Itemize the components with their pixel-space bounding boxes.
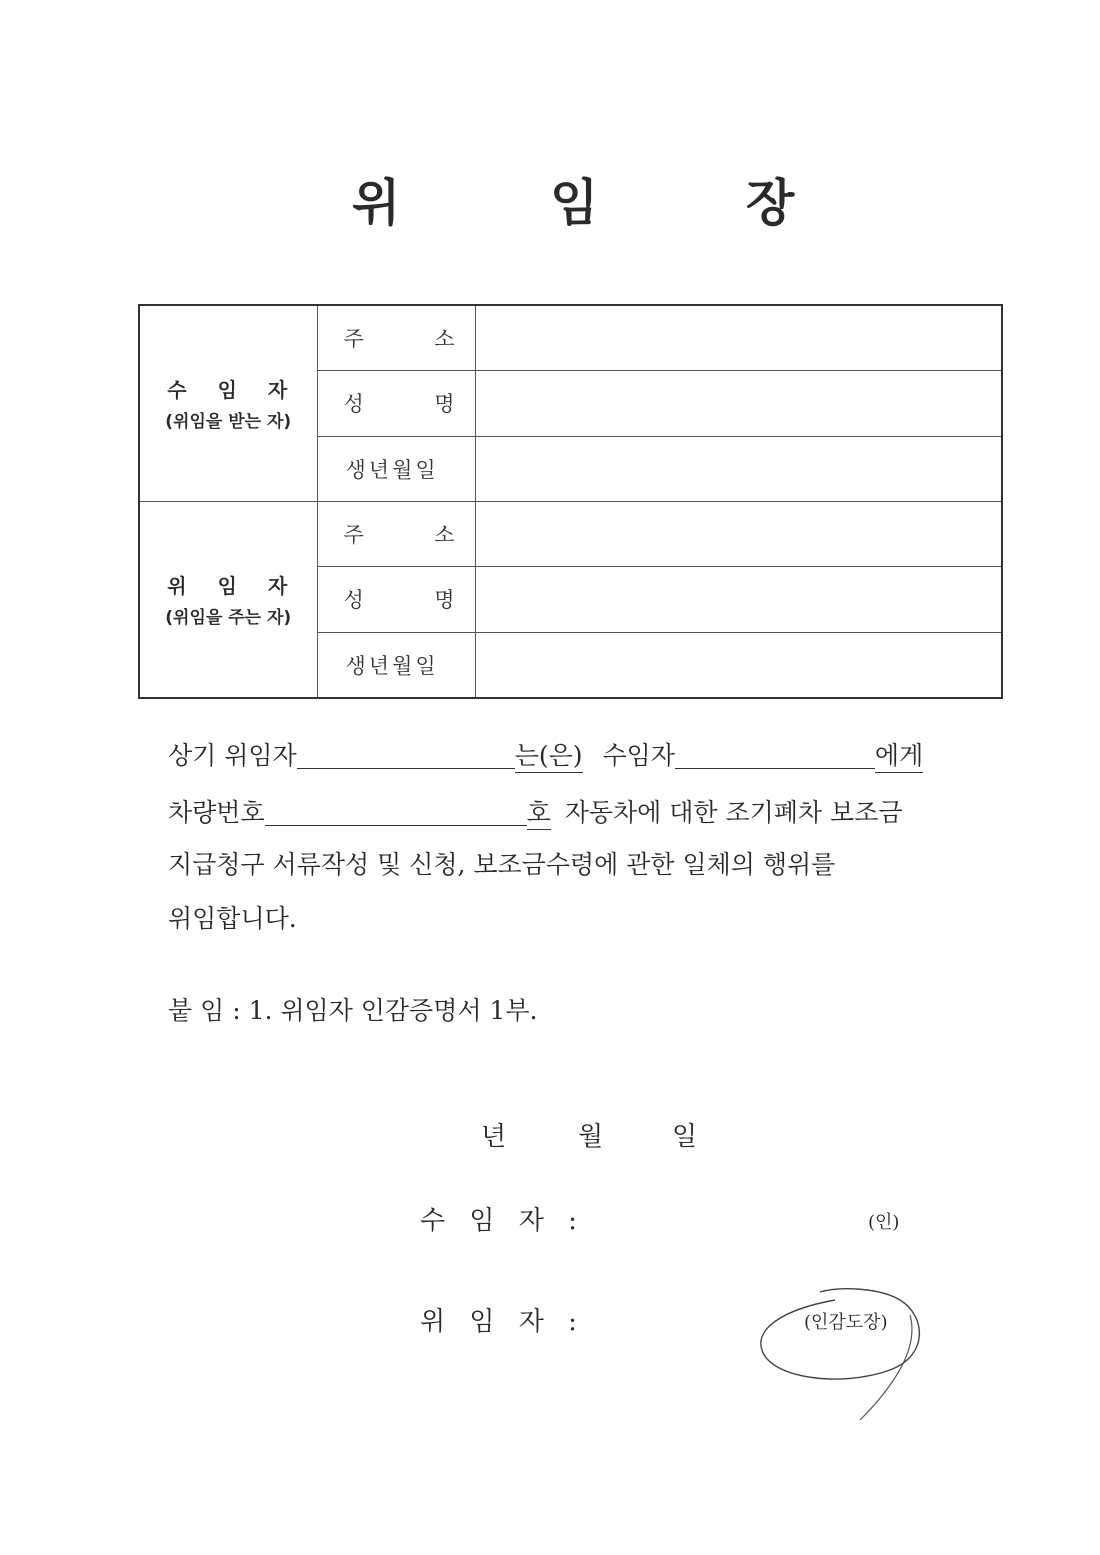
label-part: 주 <box>343 327 364 352</box>
delegator-group-cell <box>139 501 317 698</box>
date-day: 일 <box>672 1122 698 1152</box>
title-char-2: 임 <box>550 174 599 232</box>
delegator-address-label <box>317 501 475 566</box>
label-part: 생년월일 <box>345 457 439 482</box>
delegator-name-blank[interactable] <box>297 740 515 769</box>
delegator-address-field[interactable] <box>475 501 1002 566</box>
vehicle-number-blank[interactable] <box>265 797 527 826</box>
date-year: 년 <box>481 1122 507 1152</box>
delegate-address-label <box>317 305 475 371</box>
body-line-3: 지급청구 서류작성 및 신청, 보조금수령에 관한 일체의 행위를 <box>168 850 836 879</box>
delegator-birthdate-field[interactable] <box>475 632 1002 698</box>
table-row <box>139 501 1002 566</box>
delegation-info-table <box>138 304 1003 699</box>
label-part: 소 <box>434 523 455 548</box>
body-text: 상기 위임자 <box>168 741 297 770</box>
delegator-group-subtitle: (위임을 주는 자) <box>165 608 292 629</box>
seal-circle-mark <box>740 1270 940 1440</box>
delegate-name-field[interactable] <box>475 371 1002 436</box>
body-line-2 <box>168 797 903 826</box>
delegate-name-blank[interactable] <box>675 740 875 769</box>
title-char-1: 위 <box>352 174 401 232</box>
delegate-group-subtitle: (위임을 받는 자) <box>165 412 292 433</box>
body-text: 호 <box>527 798 551 830</box>
body-line-1 <box>168 740 923 769</box>
delegator-name-label <box>317 567 475 632</box>
delegator-birthdate-label <box>317 632 475 698</box>
body-line-4: 위임합니다. <box>168 904 297 933</box>
label-part: 생년월일 <box>345 653 439 678</box>
body-text: 차량번호 <box>168 798 265 827</box>
delegate-birthdate-label <box>317 436 475 501</box>
table-row <box>139 305 1002 371</box>
delegator-group-title: 위 임 자 <box>167 574 300 599</box>
body-text: 는(은) <box>515 741 583 773</box>
label-part: 명 <box>434 588 455 613</box>
delegator-signature-label: 위 임 자 : <box>420 1307 585 1337</box>
label-part: 성 <box>343 588 364 613</box>
attachment-note: 붙 임 : 1. 위임자 인감증명서 1부. <box>168 996 538 1025</box>
delegate-signature-label: 수 임 자 : <box>420 1206 585 1236</box>
label-part: 성 <box>343 392 364 417</box>
label-part: 소 <box>434 327 455 352</box>
label-part: 명 <box>434 392 455 417</box>
body-text: 수임자 <box>602 741 675 770</box>
delegator-seal-mark: (인감도장) <box>804 1312 888 1333</box>
body-text: 자동차에 대한 조기폐차 보조금 <box>564 798 903 827</box>
delegate-birthdate-field[interactable] <box>475 436 1002 501</box>
title-char-3: 장 <box>746 174 795 232</box>
date-month: 월 <box>578 1122 604 1152</box>
delegate-address-field[interactable] <box>475 305 1002 371</box>
delegate-group-title: 수 임 자 <box>167 378 300 403</box>
label-part: 주 <box>343 523 364 548</box>
delegate-seal-mark: (인) <box>868 1212 900 1233</box>
delegator-name-field[interactable] <box>475 567 1002 632</box>
delegate-name-label <box>317 371 475 436</box>
body-text: 에게 <box>875 741 923 773</box>
delegate-group-cell <box>139 305 317 501</box>
